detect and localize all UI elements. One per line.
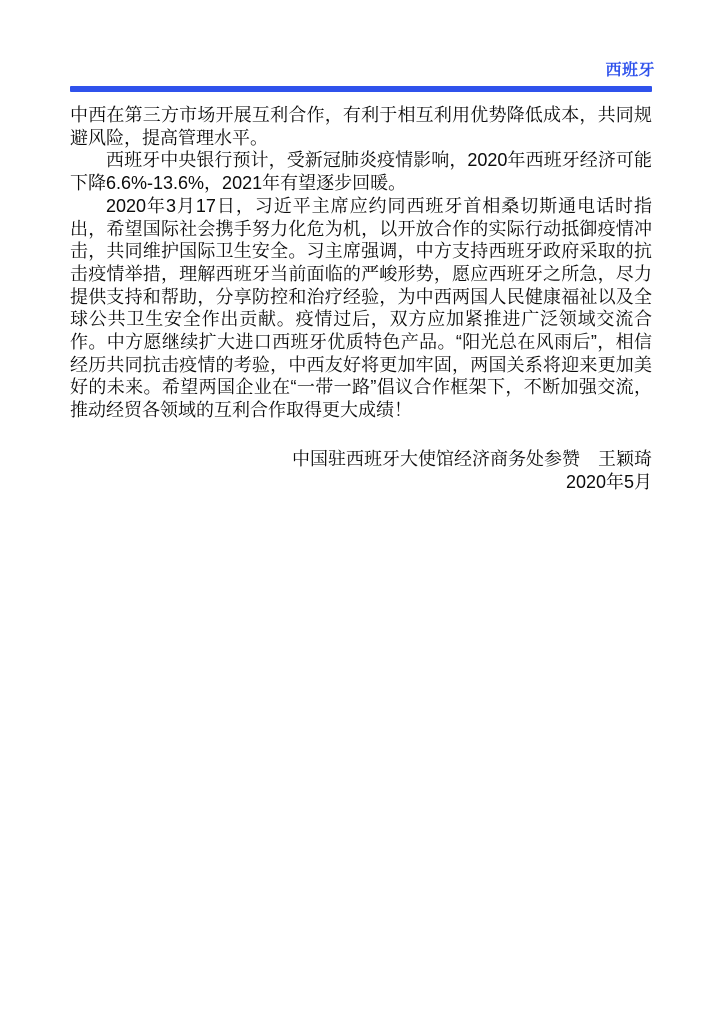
document-body xyxy=(70,104,652,493)
paragraphs-container xyxy=(70,104,652,422)
paragraph: 中西在第三方市场开展互利合作，有利于相互利用优势降低成本，共同规避风险，提高管理水平。 xyxy=(70,105,652,148)
header-divider-rule xyxy=(70,86,652,92)
page-header-label: 西班牙 xyxy=(605,62,655,79)
paragraph: 2020年3月17日，习近平主席应约同西班牙首相桑切斯通电话时指出，希望国际社会携手努力化危为机，以开放合作的实际行动抵御疫情冲击，共同维护国际卫生安全。习主席强调，中方支持西班牙政府采取的抗击疫情举措，理解西班牙当前面临的严峻形势，愿应西班牙之所急，尽力提供支持和帮助，分享防控和治疗经验，为中西两国人民健康福祉以及全球公共卫生安全作出贡献。疫情过后，双方应加紧推进广泛领域交流合作。中方愿继续扩大进口西班牙优质特色产品。“阳光总在风雨后”，相信经历共同抗击疫情的考验，中西友好将更加牢固，两国关系将迎来更加美好的未来。希望两国企业在“一带一路”倡议合作框架下，不断加强交流，推动经贸各领域的互利合作取得更大成绩！ xyxy=(70,195,652,421)
paragraph: 西班牙中央银行预计，受新冠肺炎疫情影响，2020年西班牙经济可能下降6.6%-13.6%，2021年有望逐步回暖。 xyxy=(70,150,652,194)
date-line: 2020年5月 xyxy=(565,471,652,492)
signature-block xyxy=(70,448,652,493)
signature-line: 中国驻西班牙大使馆经济商务处参赞 王颖琦 xyxy=(292,448,652,469)
